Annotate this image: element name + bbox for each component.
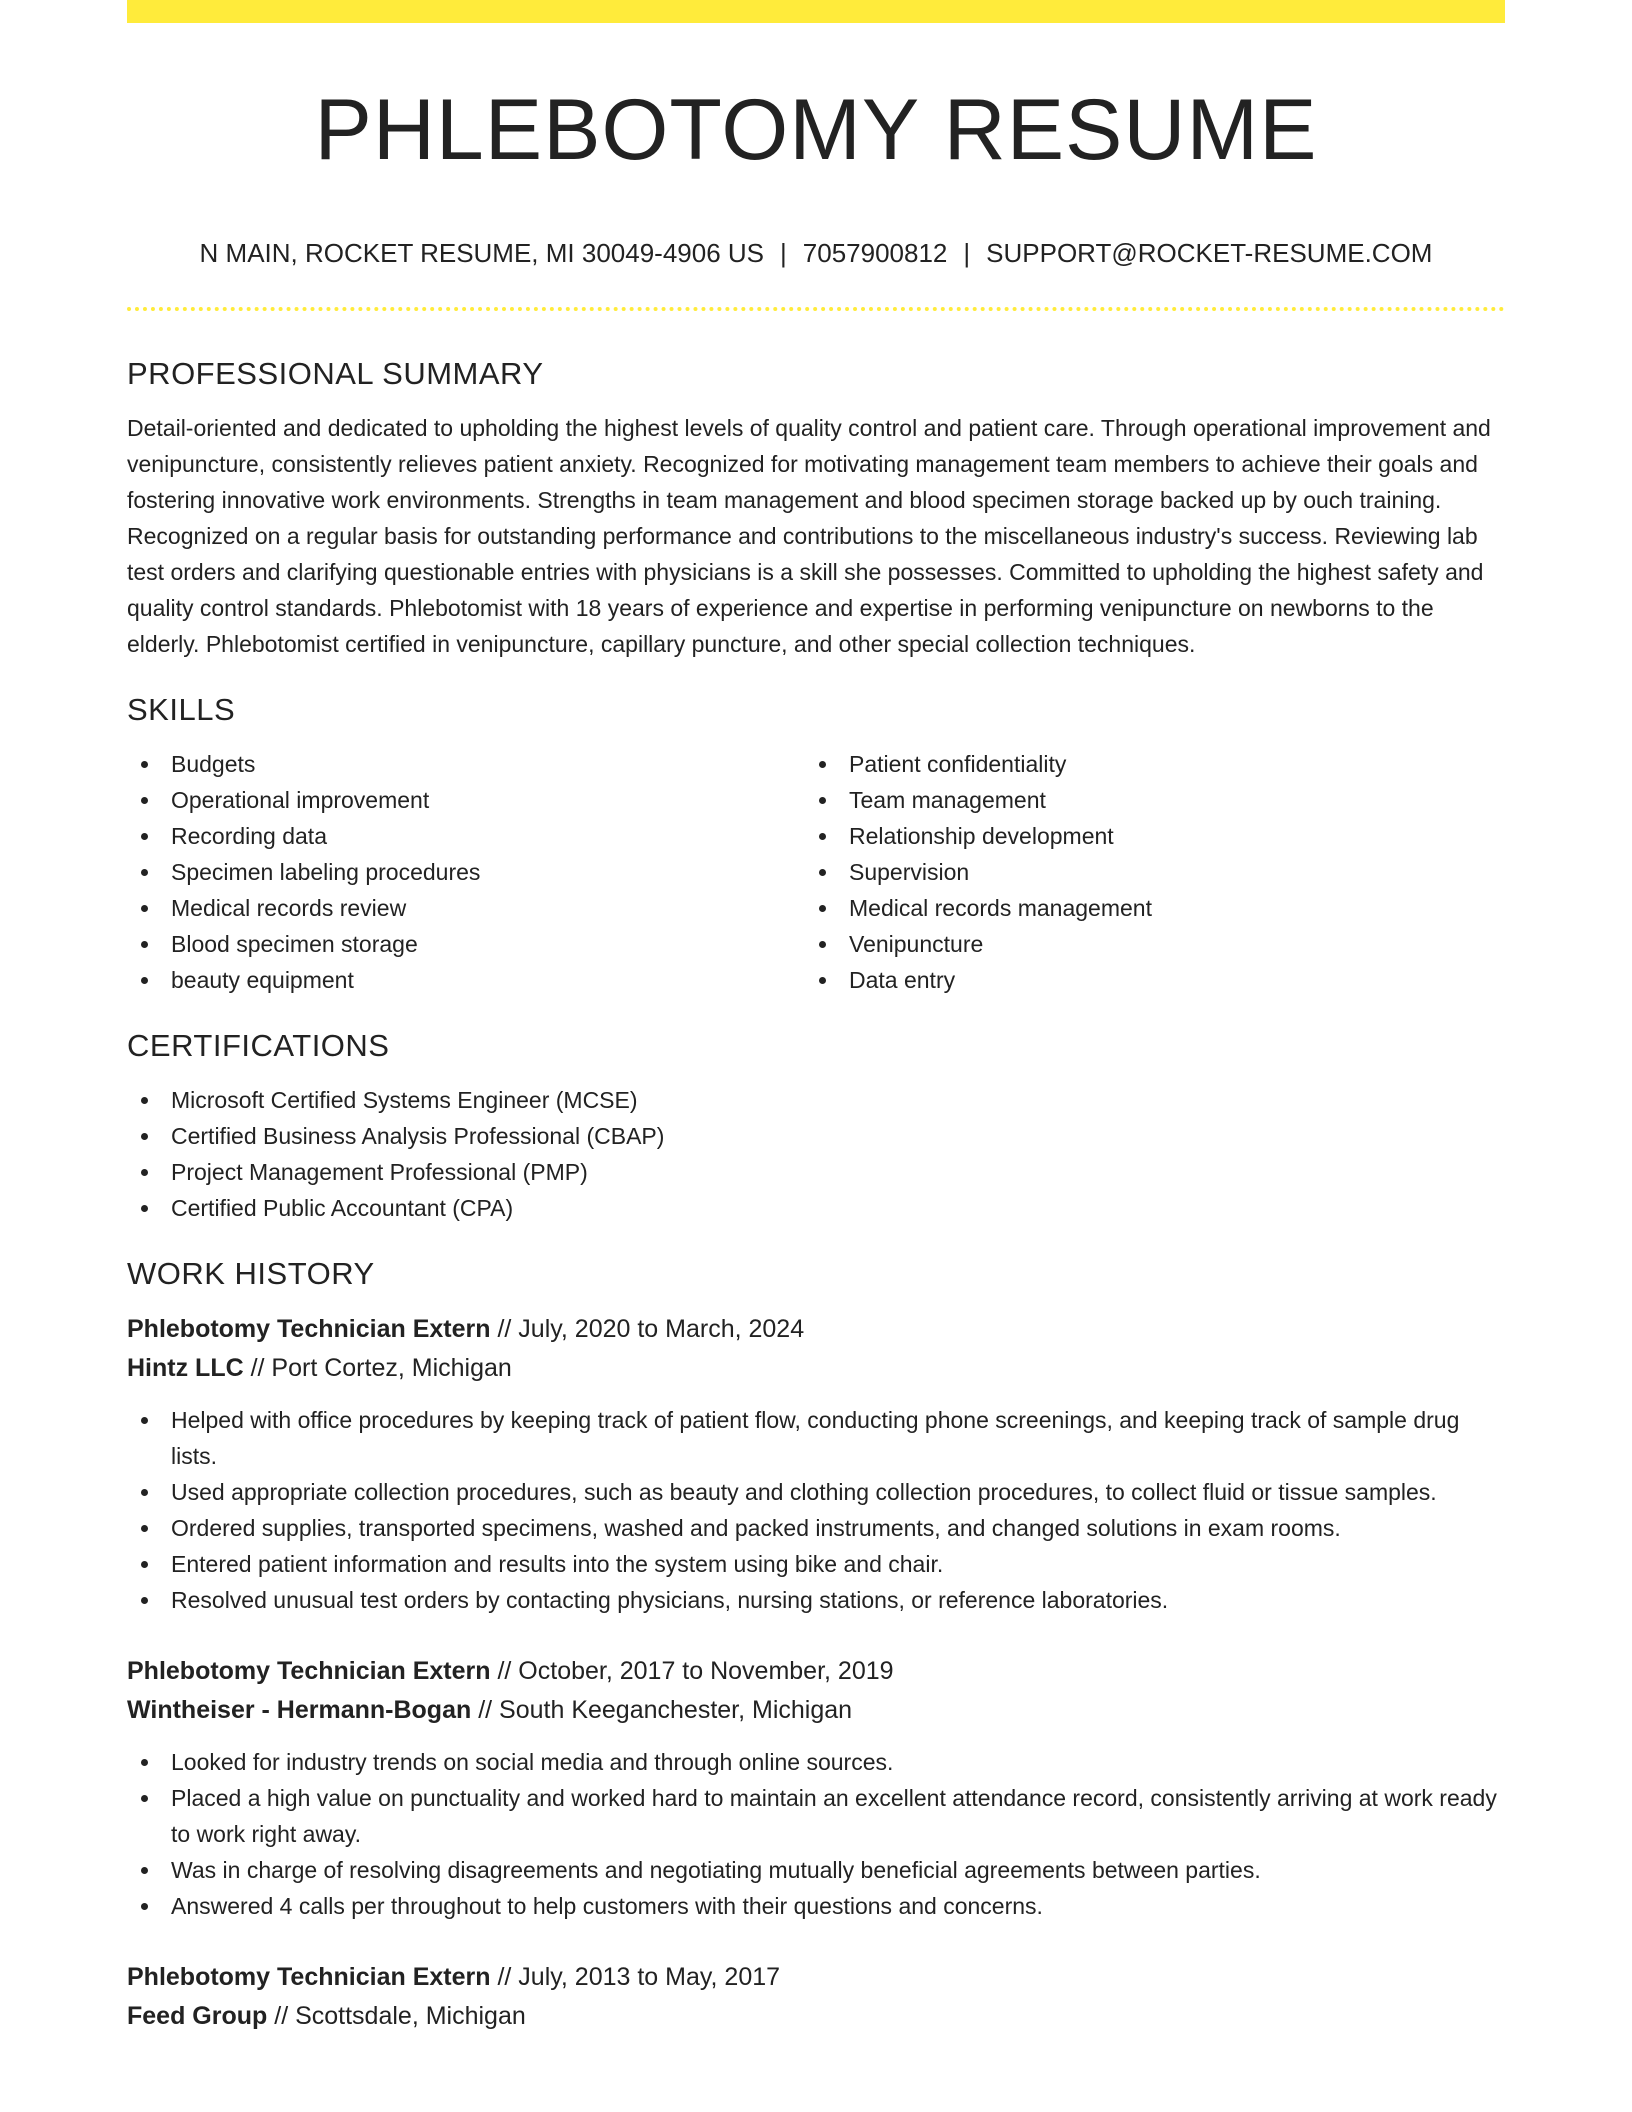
skill-item: Data entry — [805, 962, 1483, 998]
certification-item: Microsoft Certified Systems Engineer (MCSE) — [127, 1082, 1505, 1118]
skill-item: Patient confidentiality — [805, 746, 1483, 782]
resume-title: PHLEBOTOMY RESUME — [314, 82, 1318, 178]
job-company-line — [127, 1349, 1505, 1388]
skill-item: Specimen labeling procedures — [127, 854, 805, 890]
skills-section — [127, 688, 1505, 998]
job-entry — [127, 1652, 1505, 1924]
contact-separator: | — [963, 238, 971, 268]
skills-column-right — [805, 746, 1483, 998]
skill-item: beauty equipment — [127, 962, 805, 998]
job-company: Hintz LLC — [127, 1354, 244, 1382]
skills-column-left — [127, 746, 805, 998]
skill-item: Medical records management — [805, 890, 1483, 926]
header-divider — [127, 307, 1505, 311]
skill-item: Team management — [805, 782, 1483, 818]
section-heading-summary: PROFESSIONAL SUMMARY — [127, 356, 544, 391]
job-company: Feed Group — [127, 2002, 268, 2030]
job-dates: // July, 2020 to March, 2024 — [490, 1315, 805, 1343]
job-bullet: Was in charge of resolving disagreements and negotiating mutually beneficial agreements between parties. — [127, 1852, 1505, 1888]
certifications-list — [127, 1082, 1505, 1226]
job-bullet: Placed a high value on punctuality and worked hard to maintain an excellent attendance record, consistently arriving at work ready to work right away. — [127, 1780, 1505, 1852]
job-title-line — [127, 1652, 1505, 1691]
job-title: Phlebotomy Technician Extern — [127, 1315, 491, 1343]
summary-section — [127, 352, 1505, 662]
job-dates: // October, 2017 to November, 2019 — [490, 1657, 894, 1685]
section-heading-certifications: CERTIFICATIONS — [127, 1028, 390, 1063]
job-bullets — [127, 1402, 1505, 1618]
skill-item: Operational improvement — [127, 782, 805, 818]
job-bullet: Resolved unusual test orders by contacting physicians, nursing stations, or reference laboratories. — [127, 1582, 1505, 1618]
job-entry — [127, 1310, 1505, 1618]
contact-separator: | — [780, 238, 787, 268]
job-title: Phlebotomy Technician Extern — [127, 1963, 491, 1991]
job-bullet: Answered 4 calls per throughout to help customers with their questions and concerns. — [127, 1888, 1505, 1924]
job-bullet: Helped with office procedures by keeping track of patient flow, conducting phone screenings, and keeping track of sample drug lists. — [127, 1402, 1505, 1474]
job-title-line — [127, 1958, 1505, 1997]
skill-item: Medical records review — [127, 890, 805, 926]
summary-text: Detail-oriented and dedicated to upholding the highest levels of quality control and patient care. Through operational improvement and venipuncture, consistently relieves patient anxiety. Recognized for motivating management team members to achieve their goals and fostering innovative work environments. Strengths in team management and blood specimen storage backed up by ouch training. Recognized on a regular basis for outstanding performance and contributions to the miscellaneous industry's success. Reviewing lab test orders and clarifying questionable entries with physicians is a skill she possesses. Committed to upholding the highest safety and quality control standards. Phlebotomist with 18 years of experience and expertise in performing venipuncture on newborns to the elderly. Phlebotomist certified in venipuncture, capillary puncture, and other special collection techniques. — [127, 415, 1491, 657]
certifications-section — [127, 1024, 1505, 1226]
contact-email: SUPPORT@ROCKET-RESUME.COM — [986, 238, 1433, 268]
job-bullet: Used appropriate collection procedures, such as beauty and clothing collection procedures, to collect fluid or tissue samples. — [127, 1474, 1505, 1510]
certification-item: Certified Business Analysis Professional (CBAP) — [127, 1118, 1505, 1154]
job-location: // Scottsdale, Michigan — [267, 2002, 526, 2030]
resume-body — [127, 352, 1505, 2070]
job-location: // Port Cortez, Michigan — [243, 1354, 512, 1382]
contact-line — [127, 236, 1505, 270]
contact-phone: 7057900812 — [802, 238, 948, 268]
skill-item: Supervision — [805, 854, 1483, 890]
skill-item: Blood specimen storage — [127, 926, 805, 962]
job-bullets — [127, 1744, 1505, 1924]
job-company-line — [127, 1997, 1505, 2036]
skill-item: Recording data — [127, 818, 805, 854]
job-company-line — [127, 1691, 1505, 1730]
top-accent-bar — [127, 0, 1505, 23]
job-location: // South Keeganchester, Michigan — [471, 1696, 853, 1724]
skill-item: Budgets — [127, 746, 805, 782]
section-heading-skills: SKILLS — [127, 692, 236, 727]
certification-item: Certified Public Accountant (CPA) — [127, 1190, 1505, 1226]
job-bullet: Ordered supplies, transported specimens, washed and packed instruments, and changed solutions in exam rooms. — [127, 1510, 1505, 1546]
skill-item: Relationship development — [805, 818, 1483, 854]
contact-address: N MAIN, ROCKET RESUME, MI 30049-4906 US — [199, 238, 765, 268]
job-title-line — [127, 1310, 1505, 1349]
section-heading-work-history: WORK HISTORY — [127, 1256, 375, 1291]
skill-item: Venipuncture — [805, 926, 1483, 962]
work-history-section — [127, 1252, 1505, 2036]
job-dates: // July, 2013 to May, 2017 — [490, 1963, 781, 1991]
certification-item: Project Management Professional (PMP) — [127, 1154, 1505, 1190]
job-company: Wintheiser - Hermann-Bogan — [127, 1696, 472, 1724]
job-bullet: Entered patient information and results into the system using bike and chair. — [127, 1546, 1505, 1582]
skills-grid — [127, 746, 1505, 998]
job-bullet: Looked for industry trends on social media and through online sources. — [127, 1744, 1505, 1780]
job-entry — [127, 1958, 1505, 2036]
job-title: Phlebotomy Technician Extern — [127, 1657, 491, 1685]
